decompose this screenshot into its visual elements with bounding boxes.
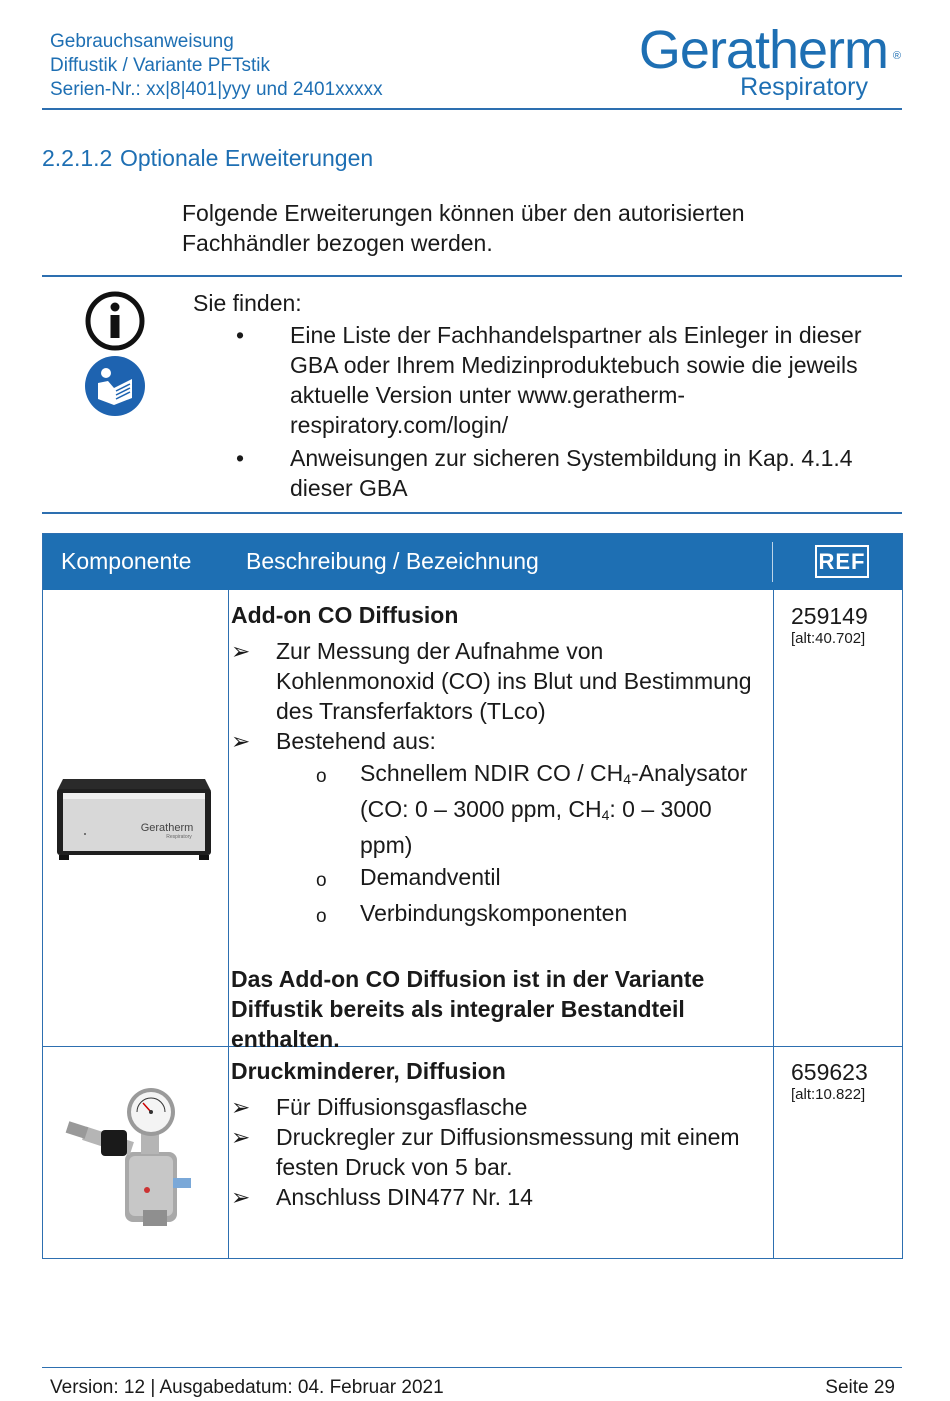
ref-symbol-icon: REF (815, 545, 869, 578)
ref-number: 259149 (791, 603, 868, 629)
company-logo (638, 20, 900, 101)
page-number: Seite 29 (825, 1377, 895, 1398)
row-bullet-text: Für Diffusionsgasflasche (276, 1094, 528, 1120)
row-bullet-text: Zur Messung der Aufnahme von Kohlenmonoxid (CO) ins Blut und Bestimmung des Transferfaktors (TLco) (276, 638, 752, 724)
arrow-bullet-icon: ➢ (231, 1124, 251, 1150)
ref-number: 659623 (791, 1059, 868, 1085)
row-bullet-text: Bestehend aus: (276, 728, 436, 754)
components-table (42, 533, 903, 1259)
arrow-bullet-icon: ➢ (231, 1094, 251, 1120)
header-component: Komponente (61, 548, 192, 574)
header-serial: Serien-Nr.: xx|8|401|yyy und 2401xxxxx (50, 79, 383, 100)
header-separator (772, 542, 773, 582)
row-bullet-text: Druckregler zur Diffusionsmessung mit einem festen Druck von 5 bar. (276, 1124, 740, 1180)
row-title: Add-on CO Diffusion (231, 602, 459, 628)
row-note: Das Add-on CO Diffusion ist in der Variante Diffustik bereits als integraler Bestandteil enthalten. (231, 966, 705, 1052)
device-sublabel: Respiratory (166, 834, 192, 840)
list-item: • Eine Liste der Fachhandelspartner als Einleger in dieser GBA oder Ihrem Medizinproduktebuch sowie die jeweils aktuelle Version unter www.geratherm-respiratory.com/login/ (230, 320, 900, 440)
note-list (230, 320, 900, 506)
note-top-divider (42, 275, 902, 277)
header-title: Gebrauchsanweisung (50, 31, 234, 52)
table-row (231, 1056, 766, 1212)
note-bottom-divider (42, 512, 902, 514)
ref-cell (791, 1058, 891, 1104)
arrow-bullet-icon: ➢ (231, 638, 251, 664)
sub-item-text: Demandventil (360, 864, 501, 890)
logo-registered-mark: ® (892, 50, 900, 62)
list-item (316, 758, 766, 860)
co-analyzer-image (55, 769, 213, 869)
circle-bullet-icon: o (316, 766, 327, 787)
list-item (231, 726, 766, 756)
header-divider (42, 108, 902, 110)
logo-wordmark: Geratherm (638, 20, 888, 80)
arrow-bullet-icon: ➢ (231, 1184, 251, 1210)
section-title: Optionale Erweiterungen (120, 145, 374, 171)
intro-paragraph: Folgende Erweiterungen können über den autorisierten Fachhändler bezogen werden. (182, 200, 745, 256)
list-item (316, 862, 766, 896)
table-row (231, 600, 766, 1054)
arrow-bullet-icon: ➢ (231, 728, 251, 754)
column-divider (773, 590, 774, 1258)
list-item (231, 1182, 766, 1212)
note-item-text: Anweisungen zur sicheren Systembildung in Kap. 4.1.4 dieser GBA (290, 445, 853, 501)
footer-version: Version: 12 | Ausgabedatum: 04. Februar 2021 (50, 1377, 444, 1398)
note-lead: Sie finden: (193, 290, 302, 316)
table-header (43, 534, 902, 590)
section-heading (42, 145, 373, 172)
sub-item-text: Verbindungskomponenten (360, 900, 628, 926)
list-item (316, 898, 766, 932)
header-description: Beschreibung / Bezeichnung (246, 548, 539, 574)
column-divider (228, 590, 229, 1258)
footer-divider (42, 1367, 902, 1368)
sub-item-text: Schnellem NDIR CO / $CH_4$-Analysator (CO: 0 – 3000 ppm, $CH_4$: 0 – 3000 ppm) (360, 760, 748, 858)
pressure-reducer-image (63, 1082, 213, 1232)
info-icon (84, 290, 146, 352)
circle-bullet-icon: o (316, 870, 327, 891)
ref-alt: [alt:10.822] (791, 1086, 866, 1103)
ref-cell (791, 602, 891, 648)
list-item (231, 1122, 766, 1182)
section-number: 2.2.1.2 (42, 145, 113, 171)
read-manual-icon (84, 355, 146, 417)
list-item (231, 1092, 766, 1122)
document-header (50, 30, 383, 102)
circle-bullet-icon: o (316, 906, 327, 927)
header-variant: Diffustik / Variante PFTstik (50, 55, 270, 76)
note-item-text: Eine Liste der Fachhandelspartner als Einleger in dieser GBA oder Ihrem Medizinproduktebuch sowie die jeweils aktuelle Version unter www.geratherm-respiratory.com/login/ (290, 322, 862, 438)
list-item (231, 636, 766, 726)
row-bullet-text: Anschluss DIN477 Nr. 14 (276, 1184, 533, 1210)
list-item: • Anweisungen zur sicheren Systembildung in Kap. 4.1.4 dieser GBA (230, 443, 900, 503)
logo-subtitle: Respiratory (740, 73, 868, 101)
device-label: Geratherm (140, 822, 194, 834)
row-title: Druckminderer, Diffusion (231, 1058, 506, 1084)
ref-alt: [alt:40.702] (791, 630, 866, 647)
